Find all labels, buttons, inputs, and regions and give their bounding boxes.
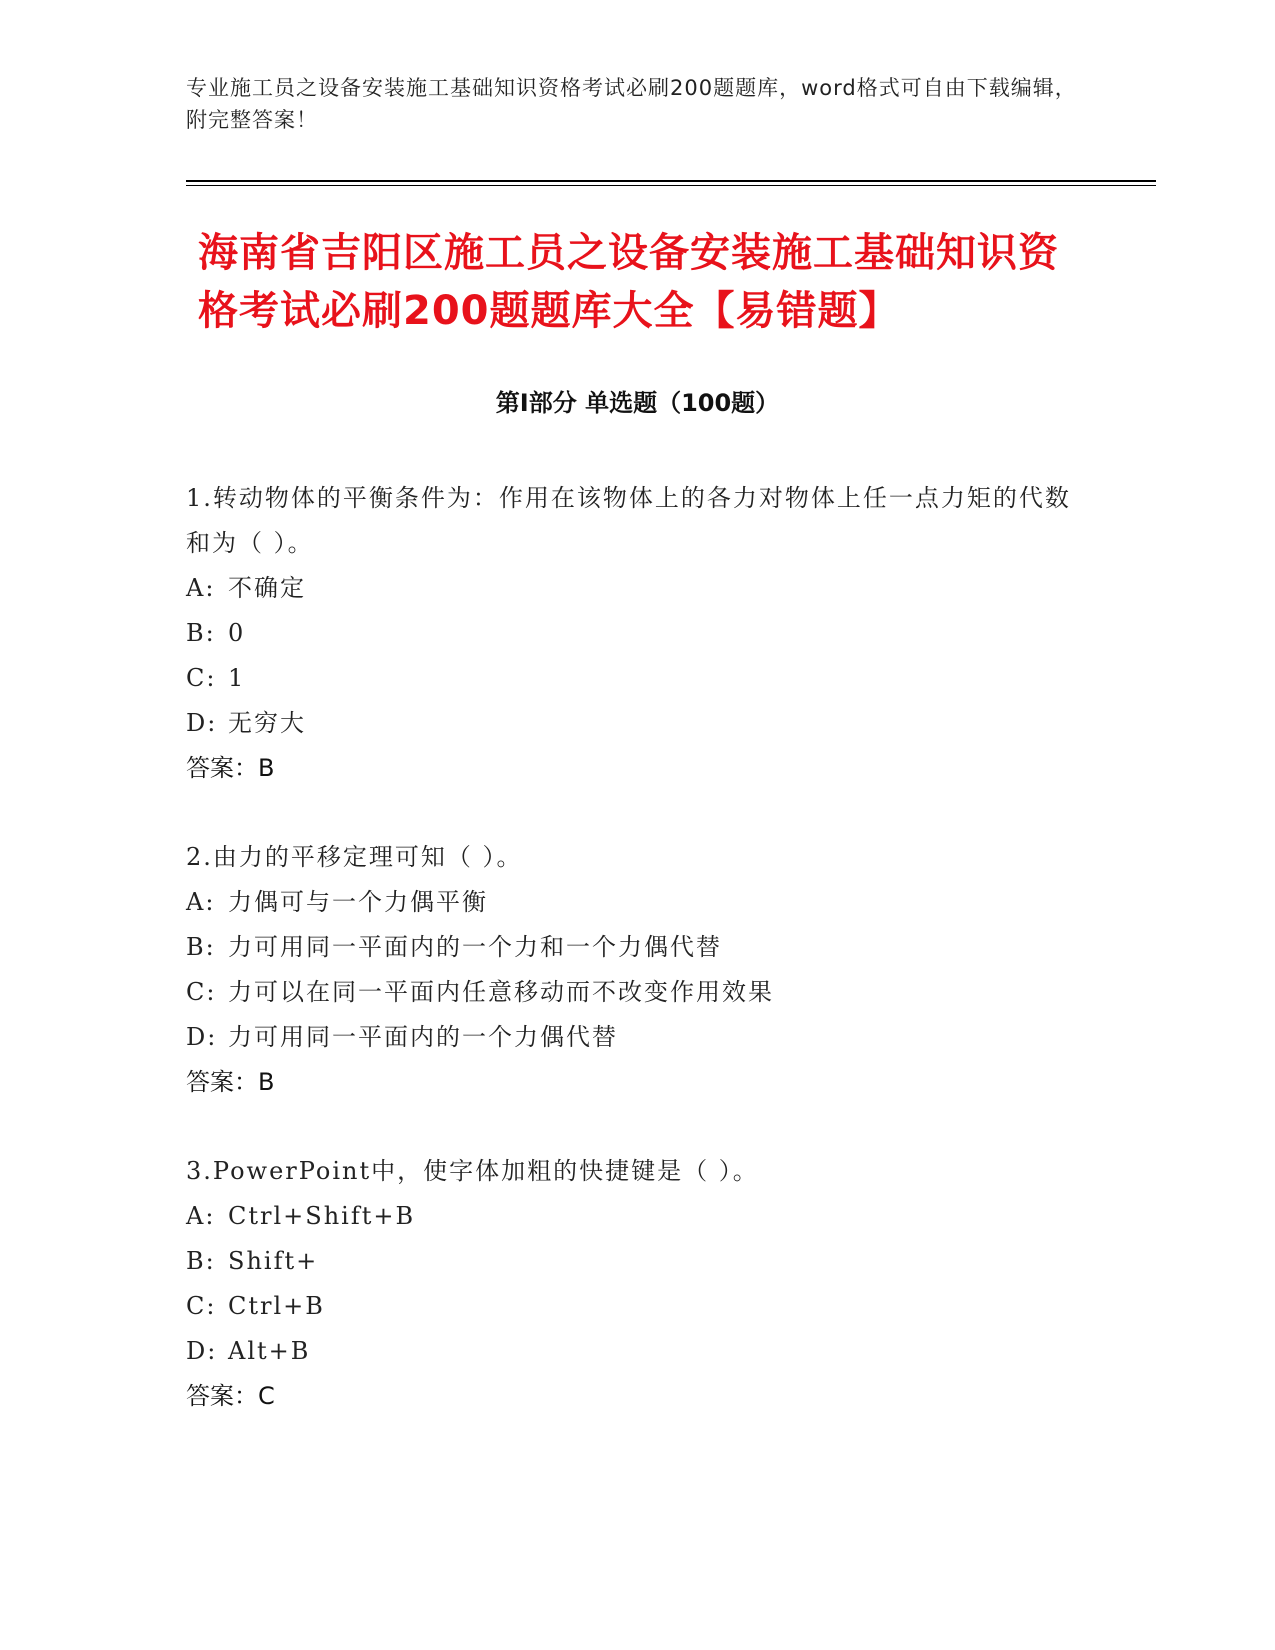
- option-text: 1: [228, 664, 246, 692]
- option-key: D:: [186, 1337, 218, 1365]
- option-text: Shift+: [228, 1247, 319, 1275]
- option-d: [186, 1329, 1086, 1374]
- question-2: [186, 835, 1086, 1105]
- document-title: 海南省吉阳区施工员之设备安装施工基础知识资格考试必刷200题题库大全【易错题】: [198, 230, 1059, 334]
- option-d: [186, 701, 1086, 746]
- option-text: 力可用同一平面内的一个力偶代替: [228, 1023, 618, 1051]
- answer-value: B: [258, 1068, 275, 1096]
- answer-label: 答案：: [186, 754, 258, 782]
- option-key: D:: [186, 709, 218, 737]
- option-a: [186, 880, 1086, 925]
- header-note: 专业施工员之设备安装施工基础知识资格考试必刷200题题库，word格式可自由下载编辑，附完整答案！: [186, 76, 1077, 132]
- answer-value: B: [258, 754, 275, 782]
- answer-line: [186, 1060, 1086, 1105]
- option-text: 不确定: [228, 574, 306, 602]
- answer-line: [186, 746, 1086, 791]
- option-c: [186, 656, 1086, 701]
- option-text: Ctrl+Shift+B: [228, 1202, 416, 1230]
- question-list: [186, 476, 1086, 1463]
- option-key: A:: [186, 574, 216, 602]
- option-c: [186, 970, 1086, 1015]
- option-key: C:: [186, 978, 217, 1006]
- option-key: D:: [186, 1023, 218, 1051]
- option-key: A:: [186, 888, 216, 916]
- option-a: [186, 1194, 1086, 1239]
- option-text: 力可用同一平面内的一个力和一个力偶代替: [228, 933, 722, 961]
- option-text: Alt+B: [228, 1337, 311, 1365]
- option-key: C:: [186, 664, 217, 692]
- question-1: [186, 476, 1086, 791]
- option-text: 力可以在同一平面内任意移动而不改变作用效果: [228, 978, 774, 1006]
- question-3: [186, 1149, 1086, 1419]
- option-c: [186, 1284, 1086, 1329]
- option-a: [186, 566, 1086, 611]
- header-rule-thick: [186, 180, 1156, 182]
- option-text: 无穷大: [228, 709, 306, 737]
- option-key: B:: [186, 933, 216, 961]
- option-b: [186, 925, 1086, 970]
- section-title: 第I部分 单选题（100题）: [495, 389, 780, 417]
- question-stem: 2.由力的平移定理可知（ ）。: [186, 843, 523, 871]
- option-text: 0: [228, 619, 246, 647]
- option-b: [186, 1239, 1086, 1284]
- question-stem: 3.PowerPoint中，使字体加粗的快捷键是（ ）。: [186, 1157, 759, 1185]
- option-d: [186, 1015, 1086, 1060]
- answer-value: C: [258, 1382, 275, 1410]
- answer-label: 答案：: [186, 1068, 258, 1096]
- answer-line: [186, 1374, 1086, 1419]
- option-b: [186, 611, 1086, 656]
- option-text: 力偶可与一个力偶平衡: [228, 888, 488, 916]
- option-key: A:: [186, 1202, 216, 1230]
- option-key: B:: [186, 619, 216, 647]
- option-text: Ctrl+B: [228, 1292, 325, 1320]
- option-key: B:: [186, 1247, 216, 1275]
- option-key: C:: [186, 1292, 217, 1320]
- answer-label: 答案：: [186, 1382, 258, 1410]
- header-rule-thin: [186, 185, 1156, 186]
- question-stem: 1.转动物体的平衡条件为：作用在该物体上的各力对物体上任一点力矩的代数和为（ ）。: [186, 484, 1071, 557]
